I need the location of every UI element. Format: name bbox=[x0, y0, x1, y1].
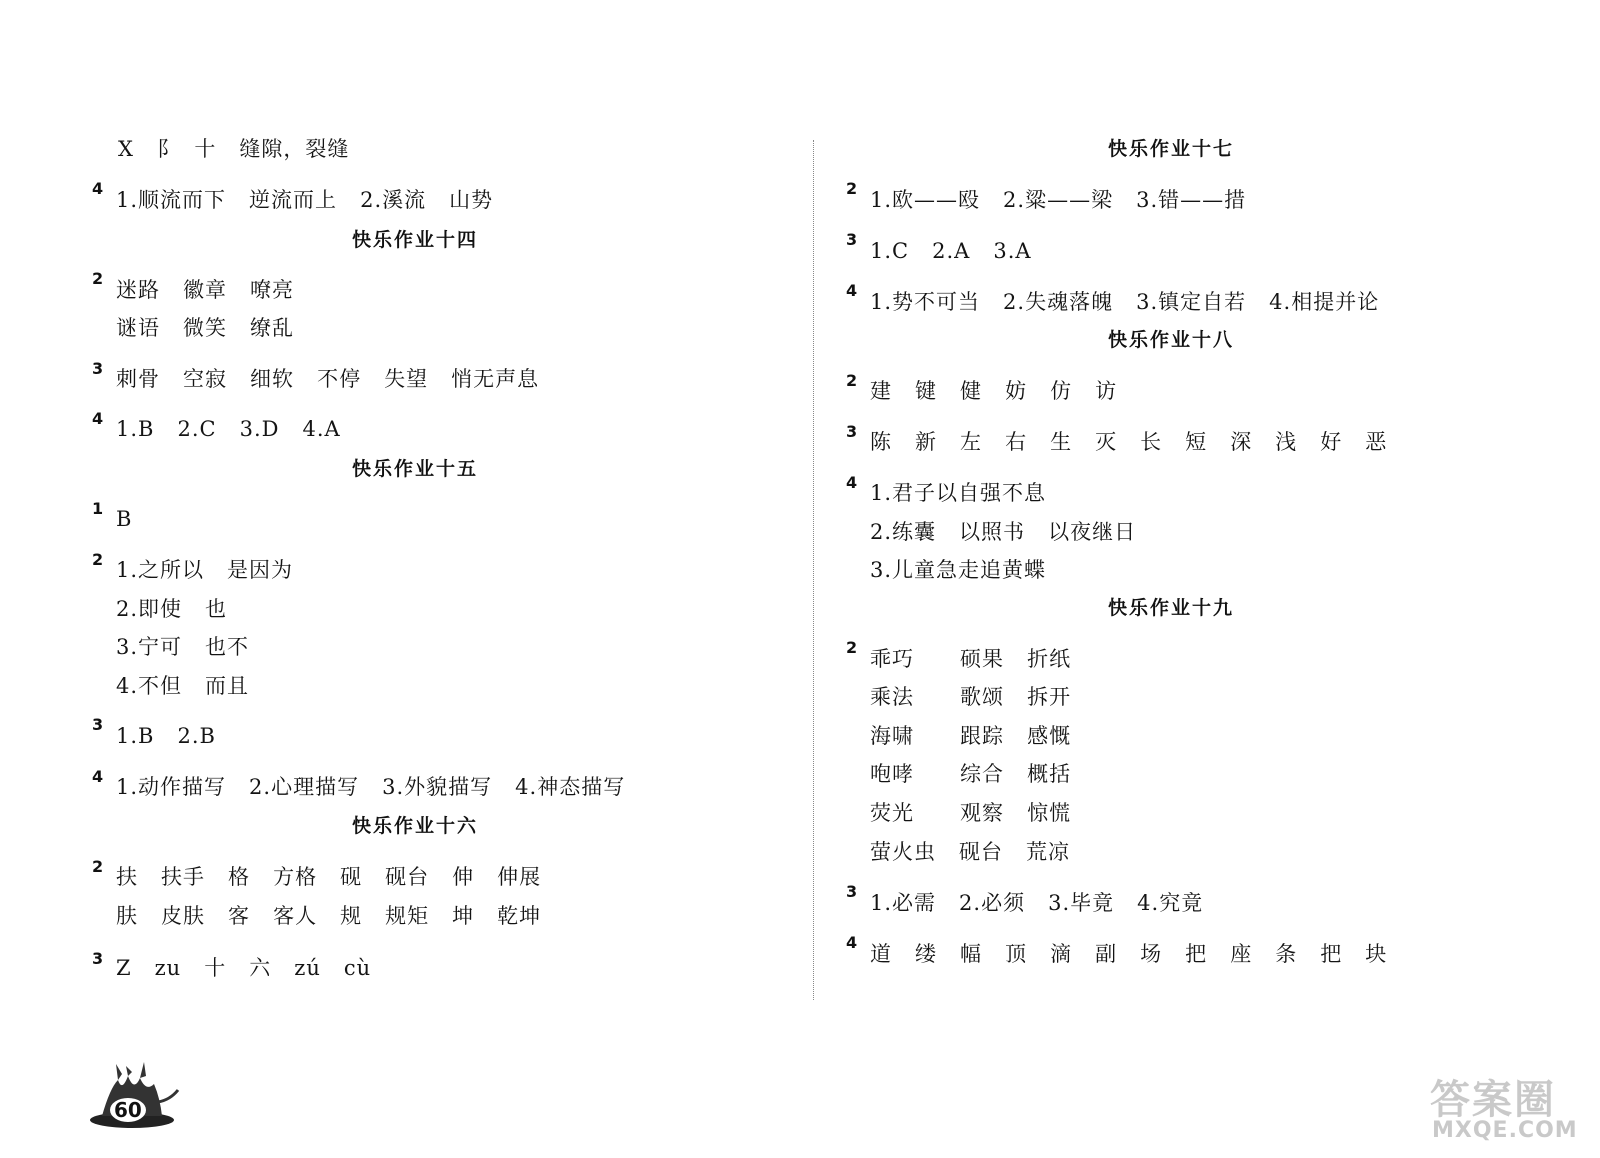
watermark bbox=[1430, 1068, 1595, 1150]
s15-q1-answer: B bbox=[116, 507, 133, 531]
s19-q2-row: 萤火虫 砚台 荒凉 bbox=[870, 840, 1071, 864]
moon-number-icon bbox=[78, 406, 112, 440]
s19-q2-row: 咆哮 综合 概括 bbox=[870, 762, 1072, 786]
column-divider bbox=[813, 140, 814, 1000]
moon-number-icon bbox=[832, 176, 866, 210]
s16-q2-line2: 肤 皮肤 客 客人 规 规矩 坤 乾坤 bbox=[116, 904, 542, 928]
top-line: X 阝 十 缝隙，裂缝 bbox=[118, 137, 350, 161]
moon-number-icon bbox=[832, 227, 866, 261]
moon-number-icon bbox=[78, 764, 112, 798]
moon-number-icon bbox=[78, 946, 112, 980]
moon-number-icon bbox=[832, 278, 866, 312]
svg-text:4: 4 bbox=[92, 179, 104, 198]
s18-q4-line3: 3.儿童急走追黄蝶 bbox=[870, 558, 1047, 582]
s18-q3-answer: 陈 新 左 右 生 灭 长 短 深 浅 好 恶 bbox=[870, 430, 1388, 454]
svg-text:4: 4 bbox=[92, 409, 104, 428]
s16-q3-answer: Z zu 十 六 zú cù bbox=[116, 956, 372, 980]
svg-text:3: 3 bbox=[846, 422, 858, 441]
page-number-badge bbox=[88, 1058, 184, 1130]
svg-text:4: 4 bbox=[92, 767, 104, 786]
page-number: 60 bbox=[114, 1098, 142, 1122]
s19-q2-row: 乖巧 硕果 折纸 bbox=[870, 647, 1072, 671]
watermark-bottom-text: MXQE.COM bbox=[1432, 1118, 1578, 1143]
moon-number-icon bbox=[832, 419, 866, 453]
svg-text:3: 3 bbox=[92, 715, 104, 734]
moon-number-icon bbox=[78, 712, 112, 746]
s14-q2-line1: 迷路 徽章 嘹亮 bbox=[116, 278, 295, 302]
s13-q4-answer: 1.顺流而下 逆流而上 2.溪流 山势 bbox=[116, 188, 494, 212]
s17-q3-answer: 1.C 2.A 3.A bbox=[870, 239, 1032, 263]
s18-q2-answer: 建 键 健 妨 仿 访 bbox=[870, 379, 1118, 403]
s18-q4-line2: 2.练囊 以照书 以夜继日 bbox=[870, 520, 1137, 544]
section-title-15: 快乐作业十五 bbox=[352, 458, 479, 480]
svg-text:2: 2 bbox=[846, 638, 858, 657]
s14-q2-line2: 谜语 微笑 缭乱 bbox=[116, 316, 295, 340]
s19-q2-row: 海啸 跟踪 感慨 bbox=[870, 724, 1072, 748]
svg-text:3: 3 bbox=[846, 882, 858, 901]
moon-number-icon bbox=[832, 879, 866, 913]
section-title-14: 快乐作业十四 bbox=[352, 229, 479, 251]
svg-text:1: 1 bbox=[92, 499, 104, 518]
moon-number-icon bbox=[78, 496, 112, 530]
svg-text:3: 3 bbox=[846, 230, 858, 249]
section-title-19: 快乐作业十九 bbox=[1108, 597, 1235, 619]
svg-text:3: 3 bbox=[92, 359, 104, 378]
s15-q2-line3: 3.宁可 也不 bbox=[116, 635, 250, 659]
s15-q2-line2: 2.即使 也 bbox=[116, 597, 228, 621]
svg-text:3: 3 bbox=[92, 949, 104, 968]
moon-number-icon bbox=[78, 176, 112, 210]
watermark-top-text: 答案圈 bbox=[1430, 1077, 1556, 1123]
s15-q3-answer: 1.B 2.B bbox=[116, 724, 216, 748]
section-title-18: 快乐作业十八 bbox=[1108, 329, 1235, 351]
s19-q2-row: 乘法 歌颂 拆开 bbox=[870, 685, 1072, 709]
s19-q4-answer: 道 缕 幅 顶 滴 副 场 把 座 条 把 块 bbox=[870, 942, 1388, 966]
section-title-17: 快乐作业十七 bbox=[1108, 138, 1235, 160]
svg-text:2: 2 bbox=[92, 550, 104, 569]
moon-number-icon bbox=[832, 470, 866, 504]
moon-number-icon bbox=[78, 266, 112, 300]
svg-text:2: 2 bbox=[846, 179, 858, 198]
svg-text:4: 4 bbox=[846, 473, 858, 492]
svg-text:2: 2 bbox=[846, 371, 858, 390]
s15-q2-line4: 4.不但 而且 bbox=[116, 674, 250, 698]
s15-q2-line1: 1.之所以 是因为 bbox=[116, 558, 294, 582]
section-title-16: 快乐作业十六 bbox=[352, 815, 479, 837]
s17-q2-answer: 1.欧——殴 2.粱——梁 3.错——措 bbox=[870, 188, 1247, 212]
svg-text:4: 4 bbox=[846, 933, 858, 952]
moon-number-icon bbox=[78, 356, 112, 390]
svg-text:4: 4 bbox=[846, 281, 858, 300]
svg-text:2: 2 bbox=[92, 857, 104, 876]
moon-number-icon bbox=[832, 930, 866, 964]
moon-number-icon bbox=[832, 368, 866, 402]
svg-text:2: 2 bbox=[92, 269, 104, 288]
s15-q4-answer: 1.动作描写 2.心理描写 3.外貌描写 4.神态描写 bbox=[116, 775, 626, 799]
moon-number-icon bbox=[78, 547, 112, 581]
moon-number-icon bbox=[832, 635, 866, 669]
s17-q4-answer: 1.势不可当 2.失魂落魄 3.镇定自若 4.相提并论 bbox=[870, 290, 1380, 314]
moon-number-icon bbox=[78, 854, 112, 888]
s14-q4-answer: 1.B 2.C 3.D 4.A bbox=[116, 417, 341, 441]
s19-q3-answer: 1.必需 2.必须 3.毕竟 4.究竟 bbox=[870, 891, 1204, 915]
s18-q4-line1: 1.君子以自强不息 bbox=[870, 481, 1047, 505]
s16-q2-line1: 扶 扶手 格 方格 砚 砚台 伸 伸展 bbox=[116, 865, 542, 889]
s14-q3-answer: 刺骨 空寂 细软 不停 失望 悄无声息 bbox=[116, 367, 540, 391]
s19-q2-row: 荧光 观察 惊慌 bbox=[870, 801, 1072, 825]
